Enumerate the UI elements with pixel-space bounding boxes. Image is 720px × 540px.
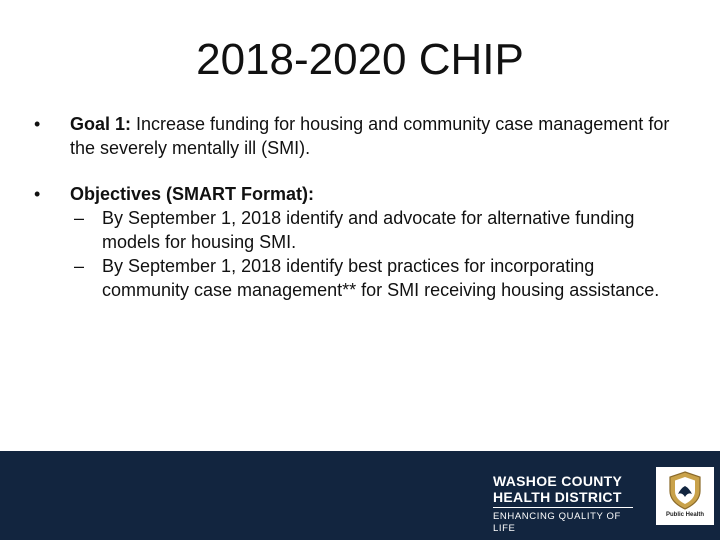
goal-bullet — [34, 112, 684, 160]
objective-item-2 — [74, 254, 684, 302]
objective-text-1: By September 1, 2018 identify and advocate for alternative funding models for housing SMI. — [102, 208, 635, 252]
objective-item-1 — [74, 206, 684, 254]
goal-label: Goal 1: — [70, 114, 132, 134]
badge-label: Public Health — [665, 512, 704, 518]
bullet-dot: • — [34, 114, 41, 134]
org-logo — [493, 473, 638, 535]
org-name-line2: HEALTH DISTRICT — [493, 489, 622, 505]
goal-text: Increase funding for housing and community case management for the severely mentally ill (SMI). — [70, 114, 670, 158]
slide-title: 2018-2020 CHIP — [196, 35, 524, 84]
public-health-badge — [656, 467, 714, 525]
org-name-line1: WASHOE COUNTY — [493, 473, 623, 489]
dash-bullet: – — [74, 256, 85, 276]
objectives-label: Objectives (SMART Format): — [70, 184, 315, 204]
objective-sublist — [70, 206, 684, 302]
footer-band — [0, 451, 720, 540]
objective-text-2: By September 1, 2018 identify best practices for incorporating community case management** for SMI receiving housing assistance. — [102, 256, 660, 300]
shield-icon — [656, 467, 714, 513]
objectives-bullet — [34, 182, 684, 302]
org-tagline: ENHANCING QUALITY OF LIFE — [493, 511, 621, 534]
dash-bullet: – — [74, 208, 85, 228]
bullet-dot: • — [34, 184, 41, 204]
bullet-list — [34, 112, 684, 302]
logo-divider — [493, 507, 633, 508]
